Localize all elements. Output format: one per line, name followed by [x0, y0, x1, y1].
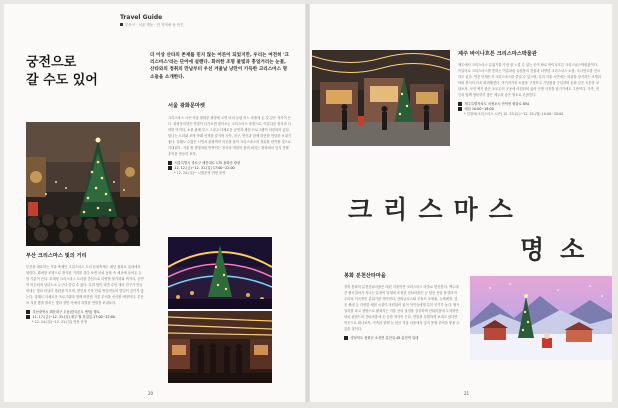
jeju-body: 제주에서 크리스마스 분위기를 가장 잘 느낄 수 있는 곳이 바로 바이나흐튼 크리스마스박물관이다. 독일어로 크리스마스를 뜻하는 이름처럼 유럽풍의 건물과 다양한 크리스마스 소품, 오너먼트를 전시하고 있다. 연중 언제든지 크리스마스를 즐길 수 있으며, 특히 겨울 시즌에는 외관을 장식하는 조명과 야외 장식이 더욱 화려해진다. 아기자기한 소품을 구경하고 기념품을 구입하며 동화 같은 시간을 보내보자. 사진 찍기 좋은 포토존이 곳곳에 마련되어 있어 인생 사진을 남기기에도 그만이다. 가족, 연인과 함께 방문하기 좋은 제주의 숨은 명소로 손꼽힌다. — [458, 63, 602, 97]
jeju-hours-text: 매일 10:00~18:00 — [464, 107, 494, 111]
title-char: 크 — [348, 195, 373, 224]
busan-section — [26, 252, 144, 325]
headline-line-2: 갈 수도 있어 — [26, 73, 98, 88]
page-number-left: 20 — [148, 391, 154, 396]
busan-street-photo — [168, 311, 272, 383]
left-page — [4, 4, 306, 402]
seoul-title: 서울 광화문마켓 — [168, 103, 205, 109]
jeju-info — [458, 102, 602, 117]
bonghwa-info — [344, 336, 460, 341]
bonghwa-title: 봉화 분천산타마을 — [344, 273, 386, 279]
title-char: 명 — [520, 235, 545, 264]
jeju-address-text: 제주특별자치도 서귀포시 안덕면 원물로 854 — [464, 102, 530, 106]
header-subtitle-text: 부산시 · 서울 명동 · 전 지역에 동 안긴 — [125, 23, 184, 27]
busan-body: 부산을 대표하는 겨울 축제인 크리스마스 트리 문화축제는 매년 광복로 일대에서 열린다. 화려한 조명으로 장식된 거리를 걷다 보면 마치 동화 속 세상에 들어온 듯한 기분이 든다. 초대형 크리스마스 트리를 중심으로 다양한 볼거리와 먹거리, 공연이 어우러져 남녀노소 누구나 즐길 수 있다. 특히 밤이 되면 수만 개의 전구가 만들어내는 빛의 터널이 장관을 이루며, 연인과 가족 단위 방문객들의 발길이 끊이지 않는다. 올해도 다채로운 프로그램과 함께 따뜻한 겨울 추억을 선사할 예정이다. 부산의 겨울 밤을 밝히는 빛의 향연 속에서 특별한 연말을 보내보자. — [26, 265, 144, 305]
title-char: 리 — [383, 195, 408, 224]
busan-title: 부산 크리스마스 빛의 거리 — [26, 253, 87, 259]
page-header — [120, 14, 183, 28]
seoul-address-text: 서울특별시 종로구 세종대로 175 광화문 광장 — [174, 161, 241, 165]
location-icon — [26, 310, 30, 314]
right-page — [310, 4, 612, 402]
header-title: Travel Guide — [120, 14, 163, 21]
headline-line-1: 궁전으로 — [26, 55, 77, 70]
bonghwa-section — [344, 272, 460, 341]
seoul-section — [168, 102, 292, 176]
jeju-museum-illustration — [312, 50, 450, 146]
title-char: 스 — [488, 195, 513, 224]
seoul-info — [168, 161, 292, 176]
page-headline — [26, 54, 116, 90]
busan-street-illustration — [168, 311, 272, 383]
header-subtitle — [120, 23, 183, 28]
calendar-icon — [168, 166, 172, 170]
calendar-icon — [26, 315, 30, 319]
title-char: 스 — [418, 195, 443, 224]
busan-date-text: 11. 17.(금)~12. 31.(일) 매주 월 휴업일 17:00~22:00 — [32, 315, 115, 319]
title-char: 소 — [560, 235, 585, 264]
location-icon — [344, 336, 348, 340]
busan-info-note: * 12. 24.(일)~12. 31.(일) 연장 운영 — [32, 320, 87, 324]
jeju-info-note: * 입장료(크리스마스 시즌) 12. 23.(토)~12. 25.(월) 10:00~20:00 — [464, 112, 564, 116]
busan-address-text: 부산광역시 해운대구 우동(한국콘도 센텀) 행로 — [32, 310, 100, 314]
page-number-right: 21 — [464, 391, 470, 396]
main-title-line-2 — [520, 230, 584, 266]
jeju-museum-photo — [312, 50, 450, 146]
seoul-market-illustration — [26, 122, 140, 246]
bonghwa-address-text: 경상북도 봉화군 소천면 분천길 49 분천역 일대 — [350, 336, 419, 340]
title-char: 마 — [453, 195, 478, 224]
seoul-date-text: 12, 12.(금)~12. 31.(일) 17:00~22:00 — [174, 166, 235, 170]
header-square-icon — [120, 23, 123, 26]
seoul-body: 크리스마스 시즌 서울 광화문 광장에 오면 마치 유럽 어느 마을에 온 것 같은 착각이 든다. 광화문마켓은 연말이 다가오면 찾아오는 크리스마스 마켓으로, 아름다운 장식과 다양한 먹거리, 소품 판매 부스 그리고 다채로운 공연과 체험 프로그램이 마련되어 있다. 빛나는 트리와 조명 아래 산책을 즐기며 가족, 친구, 연인과 함께 따뜻한 연말을 보내기 좋다. 올해도 수많은 시민과 관광객이 이곳을 찾아 크리스마스의 정취를 만끽할 것으로 기대된다. 겨울 밤 별빛처럼 반짝이는 장식과 캐럴이 울려 퍼지는 광장에서 잊지 못할 추억을 만들어 보자. — [168, 116, 291, 156]
bonghwa-info-address — [344, 336, 460, 341]
seoul-info-note: * 12. 24.(일)~ 시범운영 연장 운영 — [174, 171, 226, 175]
jeju-section — [458, 50, 602, 117]
intro-paragraph: 더 이상 산타의 존재를 믿지 않는 어른이 되었지만, 우리는 여전히 '크리스마스'라는 단어에 설렌다. 화려한 조명 물빛과 흥얼거리는 눈꽃, 산타와의 정취의 만남부터 우선 겨울날 낭만이 가득한 크리스마스 명소들을 소개한다. — [150, 53, 289, 80]
bonghwa-village-photo — [470, 276, 612, 360]
bonghwa-body: 경북 봉화의 분천산타마을은 매년 겨울이면 크리스마스 마을로 변신한다. 백두대간 협곡열차가 지나는 분천역 일대에 조성된 산타마을은 눈 덮인 산골 풍경과 어우러져 이국적인 분위기를 자아낸다. 산타클로스와 루돌프 조형물, 눈썰매장, 얼음 썰매 등 다양한 체험 시설이 마련되어 있어 아이들에게 특히 인기가 높다. 협곡열차를 타고 창밖으로 펼쳐지는 겨울 산의 절경을 감상하며 산타마을에 도착하면 마치 핀란드의 산타마을에 온 듯한 착각이 든다. 연말을 특별하게 보내고 싶다면 이곳으로 떠나보자. 가족과 함께 눈 덮인 겨울 마을에서 잊지 못할 추억을 쌓을 수 있을 것이다. — [344, 285, 460, 331]
main-title-line-1 — [348, 190, 513, 226]
jeju-title: 제주 바이나흐튼 크리스마스박물관 — [458, 51, 537, 57]
busan-info — [26, 310, 144, 325]
busan-lights-photo — [168, 237, 272, 309]
bonghwa-village-illustration — [470, 276, 612, 360]
seoul-market-photo — [26, 122, 140, 246]
location-icon — [458, 102, 462, 106]
busan-lights-illustration — [168, 237, 272, 309]
location-icon — [168, 161, 172, 165]
clock-icon — [458, 107, 462, 111]
